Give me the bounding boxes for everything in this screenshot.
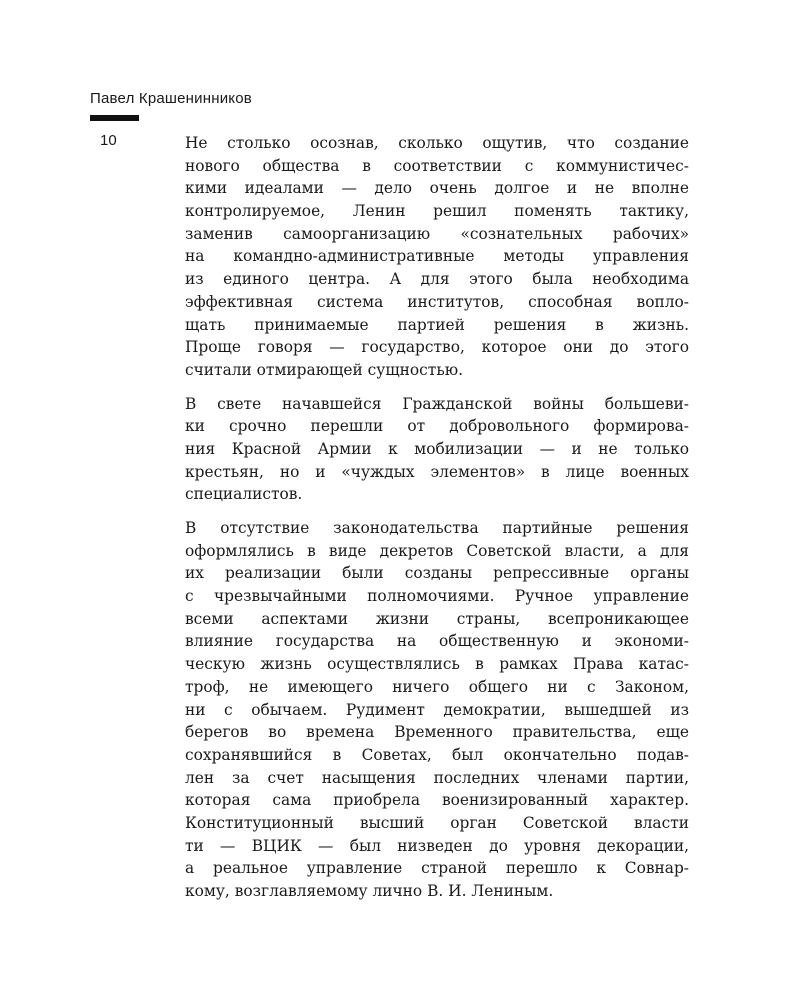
text-line: кому, возглавляемому лично В. И. Лениным. bbox=[185, 882, 554, 900]
running-head-author: Павел Крашенинников bbox=[90, 90, 252, 107]
text-line: контролируемое, Ленин решил поменять тактику, bbox=[185, 202, 689, 221]
text-line: ки срочно перешли от добровольного формирова- bbox=[185, 417, 689, 436]
text-line: сохранявшийся в Советах, был окончательно подав- bbox=[185, 745, 689, 764]
text-line: из единого центра. А для этого была необходима bbox=[185, 270, 689, 289]
text-line: а реальное управление страной перешло к Совнар- bbox=[185, 859, 689, 878]
text-line: ни с обычаем. Рудимент демократии, вышедшей из bbox=[185, 700, 689, 719]
text-line: на командно-административные методы управления bbox=[185, 247, 689, 266]
text-line: ти — ВЦИК — был низведен до уровня декорации, bbox=[185, 836, 689, 855]
text-line: берегов во времена Временного правительства, еще bbox=[185, 723, 689, 742]
text-line: с чрезвычайными полномочиями. Ручное управление bbox=[185, 587, 689, 606]
text-line: лен за счет насыщения последних членами партии, bbox=[185, 768, 689, 787]
text-line: щать принимаемые партией решения в жизнь. bbox=[185, 315, 689, 334]
text-line: нового общества в соответствии с коммунистичес- bbox=[185, 156, 689, 175]
text-line: ния Красной Армии к мобилизации — и не только bbox=[185, 439, 689, 458]
text-line: оформлялись в виде декретов Советской власти, а для bbox=[185, 541, 689, 560]
text-line: влияние государства на общественную и экономи- bbox=[185, 632, 689, 651]
header-rule bbox=[90, 115, 139, 121]
paragraph bbox=[185, 132, 689, 382]
paragraph bbox=[185, 393, 689, 506]
text-line: Проще говоря — государство, которое они до этого bbox=[185, 338, 689, 357]
text-line: которая сама приобрела военизированный характер. bbox=[185, 791, 689, 810]
text-line: всеми аспектами жизни страны, всепроникающее bbox=[185, 609, 689, 628]
text-line: В свете начавшейся Гражданской войны большеви- bbox=[185, 394, 689, 413]
text-line: крестьян, но и «чуждых элементов» в лице военных bbox=[185, 462, 689, 481]
text-line: ческую жизнь осуществлялись в рамках Права катас- bbox=[185, 655, 689, 674]
text-line: эффективная система институтов, способная вопло- bbox=[185, 292, 689, 311]
body-text bbox=[185, 132, 689, 914]
text-line: В отсутствие законодательства партийные решения bbox=[185, 519, 689, 537]
text-line: их реализации были созданы репрессивные органы bbox=[185, 564, 689, 583]
text-line: Не столько осознав, сколько ощутив, что создание bbox=[185, 134, 689, 152]
text-line: кими идеалами — дело очень долгое и не вполне bbox=[185, 179, 689, 198]
text-line: Конституционный высший орган Советской власти bbox=[185, 813, 689, 832]
paragraph bbox=[185, 517, 689, 903]
page-number: 10 bbox=[100, 132, 117, 149]
text-line: специалистов. bbox=[185, 485, 303, 504]
text-line: заменив самоорганизацию «сознательных рабочих» bbox=[185, 224, 689, 243]
text-line: троф, не имеющего ничего общего ни с Законом, bbox=[185, 677, 689, 696]
text-line: считали отмирающей сущностью. bbox=[185, 360, 463, 379]
